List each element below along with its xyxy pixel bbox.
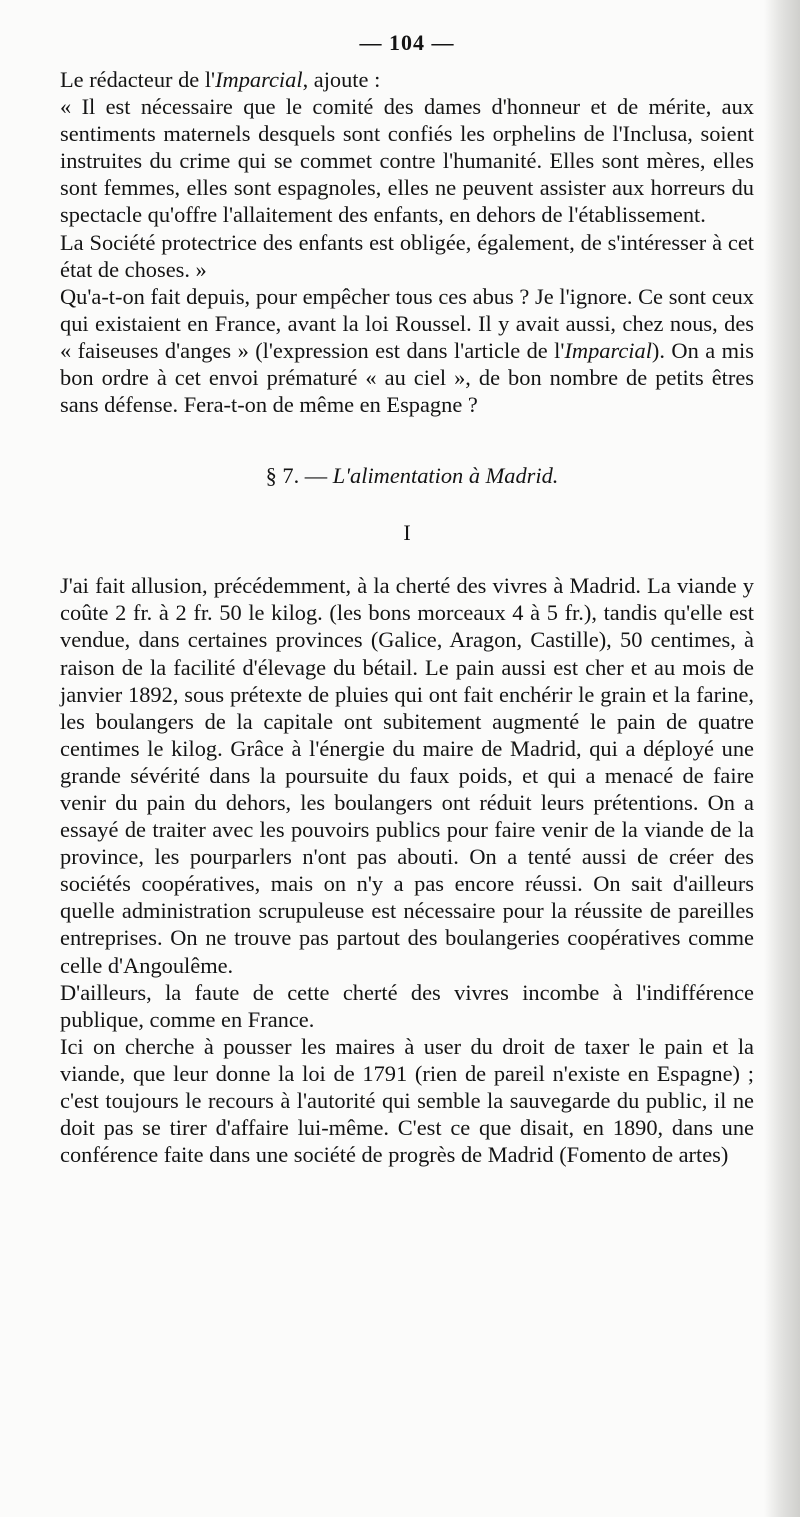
- newspaper-title: Imparcial: [564, 337, 652, 363]
- text-run: ). On a mis bon ordre à cet envoi prématuré « au ciel », de bon nombre de petits êtres sans défense. Fera-t-on de même en Espagne ?: [60, 337, 754, 418]
- text-run: Le rédacteur de l': [60, 67, 216, 92]
- page-number: — 104 —: [359, 30, 455, 55]
- paragraph-quote: [60, 93, 754, 228]
- paragraph-indifference: [60, 979, 754, 1033]
- section-number: § 7. —: [265, 463, 328, 489]
- paragraph-prices: [60, 572, 754, 978]
- text-run: La Société protectrice des enfants est obligée, également, de s'intéresser à cet état de choses. »: [60, 229, 754, 282]
- text-run: « Il est nécessaire que le comité des dames d'honneur et de mérite, aux sentiments maternels desquels sont confiés les orphelins de l'Inclusa, soient instruites du crime qui se commet contre l'humanité. Elles sont mères, elles sont femmes, elles sont espagnoles, elles ne peuvent assister aux horreurs du spectacle qu'offre l'allaitement des enfants, en dehors de l'établissement.: [60, 94, 754, 228]
- scan-edge-shadow: [764, 0, 800, 1517]
- paragraph-quote-end: [60, 229, 754, 283]
- paragraph-question: [60, 283, 754, 418]
- text-run: J'ai fait allusion, précédemment, à la cherté des vivres à Madrid. La viande y coûte 2 fr. à 2 fr. 50 le kilog. (les bons morceaux 4 à 5 fr.), tandis qu'elle est vendue, dans certaines provinces (Galice, Aragon, Castille), 50 centimes, à raison de la facilité d'élevage du bétail. Le pain aussi est cher et au mois de janvier 1892, sous prétexte de pluies qui ont fait enchérir le grain et la farine, les boulangers de la capitale ont subitement augmenté le pain de quatre centimes le kilog. Grâce à l'énergie du maire de Madrid, qui a déployé une grande sévérité dans la poursuite du faux poids, et qui a menacé de faire venir du pain du dehors, les boulangers ont réduit leurs prétentions. On a essayé de traiter avec les pouvoirs publics pour faire venir de la viande de la province, les pourparlers n'ont pas abouti. On a tenté aussi de créer des sociétés coopératives, mais on n'y a pas encore réussi. On sait d'ailleurs quelle administration scrupuleuse est nécessaire pour la réussite de pareilles entreprises. On ne trouve pas partout des boulangeries coopératives comme celle d'Angoulême.: [60, 573, 754, 978]
- section-heading: [60, 462, 754, 489]
- text-run: , ajoute :: [302, 67, 381, 92]
- newspaper-title: Imparcial: [215, 67, 303, 92]
- text-block: [60, 30, 754, 1168]
- text-run: Qu'a-t-on fait depuis, pour empêcher tous ces abus ? Je l'ignore. Ce sont ceux qui existaient en France, avant la loi Roussel. Il y avait aussi, chez nous, des « faiseuses d'anges » (l'expression est dans l'article de l': [60, 283, 754, 363]
- subsection-number: I: [403, 520, 411, 546]
- paragraph-taxation: [60, 1033, 754, 1168]
- text-run: Ici on cherche à pousser les maires à user du droit de taxer le pain et la viande, que leur donne la loi de 1791 (rien de pareil n'existe en Espagne) ; c'est toujours le recours à l'autorité qui semble la sauvegarde du public, il ne doit pas se tirer d'affaire lui-même. C'est ce que disait, en 1890, dans une conférence faite dans une société de progrès de Madrid (Fomento de artes): [60, 1033, 754, 1168]
- text-run: D'ailleurs, la faute de cette cherté des vivres incombe à l'indifférence publique, comme en France.: [60, 979, 754, 1032]
- section-title: L'alimentation à Madrid.: [332, 463, 559, 489]
- paragraph-intro: [60, 66, 754, 93]
